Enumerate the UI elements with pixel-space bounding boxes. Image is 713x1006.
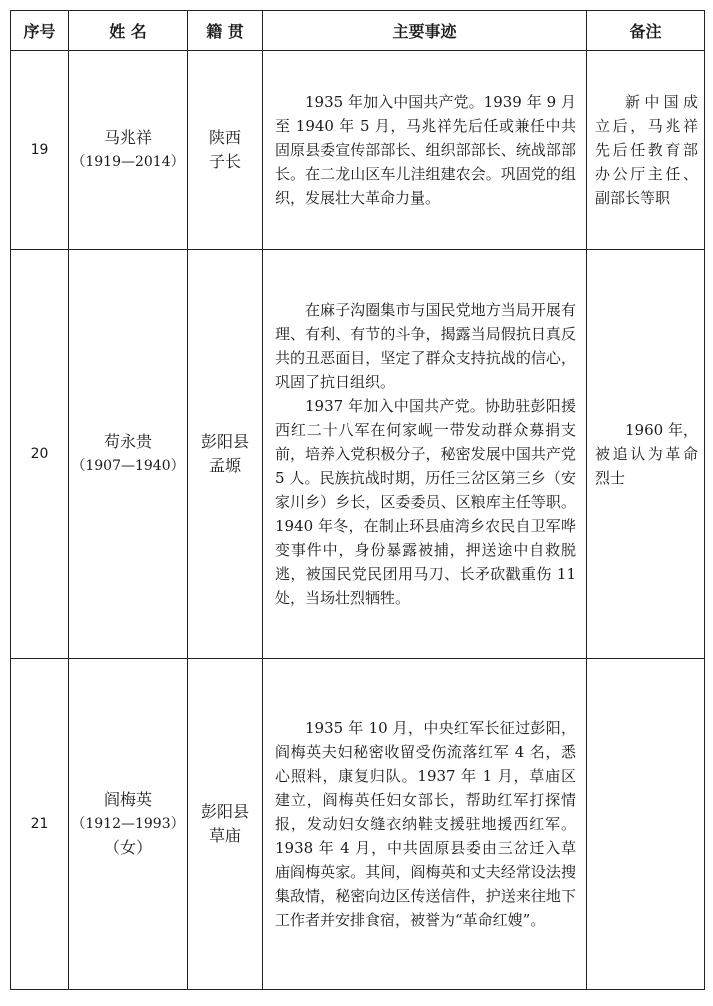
row-number: 21 — [11, 659, 69, 990]
origin-line2: 草庙 — [208, 826, 241, 845]
note-cell — [587, 51, 705, 250]
origin-line1: 陕西 — [208, 128, 241, 147]
header-name: 姓 名 — [69, 11, 188, 51]
table-row — [11, 51, 705, 250]
deeds-paragraph: 1935 年加入中国共产党。1939 年 9 月至 1940 年 5 月，马兆祥先后任或兼任中共固原县委宣传部部长、组织部部长、统战部部长。在二龙山区车儿洼组建农会。巩固党的组织，发展壮大革命力量。 — [275, 93, 576, 207]
deeds-cell — [263, 659, 587, 990]
deeds-paragraph: 1937 年加入中国共产党。协助驻彭阳援西红二十八军在何家岘一带发动群众募捐支前，培养入党积极分子，秘密发展中国共产党 5 人。民族抗战时期，历任三岔区第三乡（安家川乡）乡长，区委委员、区粮库主任等职。1940 年冬，在制止环县庙湾乡农民自卫军哗变事件中，身份暴露被捕，押送途中自救脱逃，被国民党民团用马刀、长矛砍戳重伤 11 处，当场壮烈牺牲。 — [275, 397, 576, 607]
person-years: （1907—1940） — [71, 458, 185, 474]
header-no: 序号 — [11, 11, 69, 51]
origin-line1: 彭阳县 — [200, 802, 249, 821]
note-cell — [587, 659, 705, 990]
origin-cell — [188, 51, 263, 250]
person-cell — [69, 51, 188, 250]
deeds-cell — [263, 51, 587, 250]
person-gender: （女） — [103, 838, 152, 857]
row-number: 20 — [11, 250, 69, 659]
person-cell — [69, 250, 188, 659]
origin-line1: 彭阳县 — [200, 432, 249, 451]
person-name: 苟永贵 — [103, 432, 152, 451]
person-name: 阎梅英 — [103, 790, 152, 809]
header-note: 备注 — [587, 11, 705, 51]
note-cell — [587, 250, 705, 659]
records-table — [10, 10, 705, 990]
header-origin: 籍 贯 — [188, 11, 263, 51]
origin-cell — [188, 659, 263, 990]
deeds-paragraph: 在麻子沟圈集市与国民党地方当局开展有理、有利、有节的斗争，揭露当局假抗日真反共的丑恶面目，坚定了群众支持抗战的信心，巩固了抗日组织。 — [275, 301, 576, 391]
person-name: 马兆祥 — [103, 128, 152, 147]
row-number: 19 — [11, 51, 69, 250]
note-text: 1960 年，被追认为革命烈士 — [595, 421, 698, 487]
table-row — [11, 250, 705, 659]
deeds-cell — [263, 250, 587, 659]
person-years: （1912—1993） — [71, 816, 185, 832]
origin-line2: 子长 — [208, 152, 241, 171]
origin-cell — [188, 250, 263, 659]
header-deeds: 主要事迹 — [263, 11, 587, 51]
table-row — [11, 659, 705, 990]
header-row — [11, 11, 705, 51]
origin-line2: 孟塬 — [208, 456, 241, 475]
deeds-paragraph: 1935 年 10 月，中央红军长征过彭阳，阎梅英夫妇秘密收留受伤流落红军 4 名，悉心照料，康复归队。1937 年 1 月，草庙区建立，阎梅英任妇女部长，帮助红军打探情报，发动妇女缝衣纳鞋支援驻地援西红军。1938 年 4 月，中共固原县委由三岔迁入草庙阎梅英家。其间，阎梅英和丈夫经常设法搜集敌情，秘密向边区传送信件，护送来往地下工作者并安排食宿，被誉为“革命红嫂”。 — [275, 719, 576, 929]
person-cell — [69, 659, 188, 990]
person-years: （1919—2014） — [71, 154, 185, 170]
note-text: 新中国成立后，马兆祥先后任教育部办公厅主任、副部长等职 — [595, 93, 698, 207]
